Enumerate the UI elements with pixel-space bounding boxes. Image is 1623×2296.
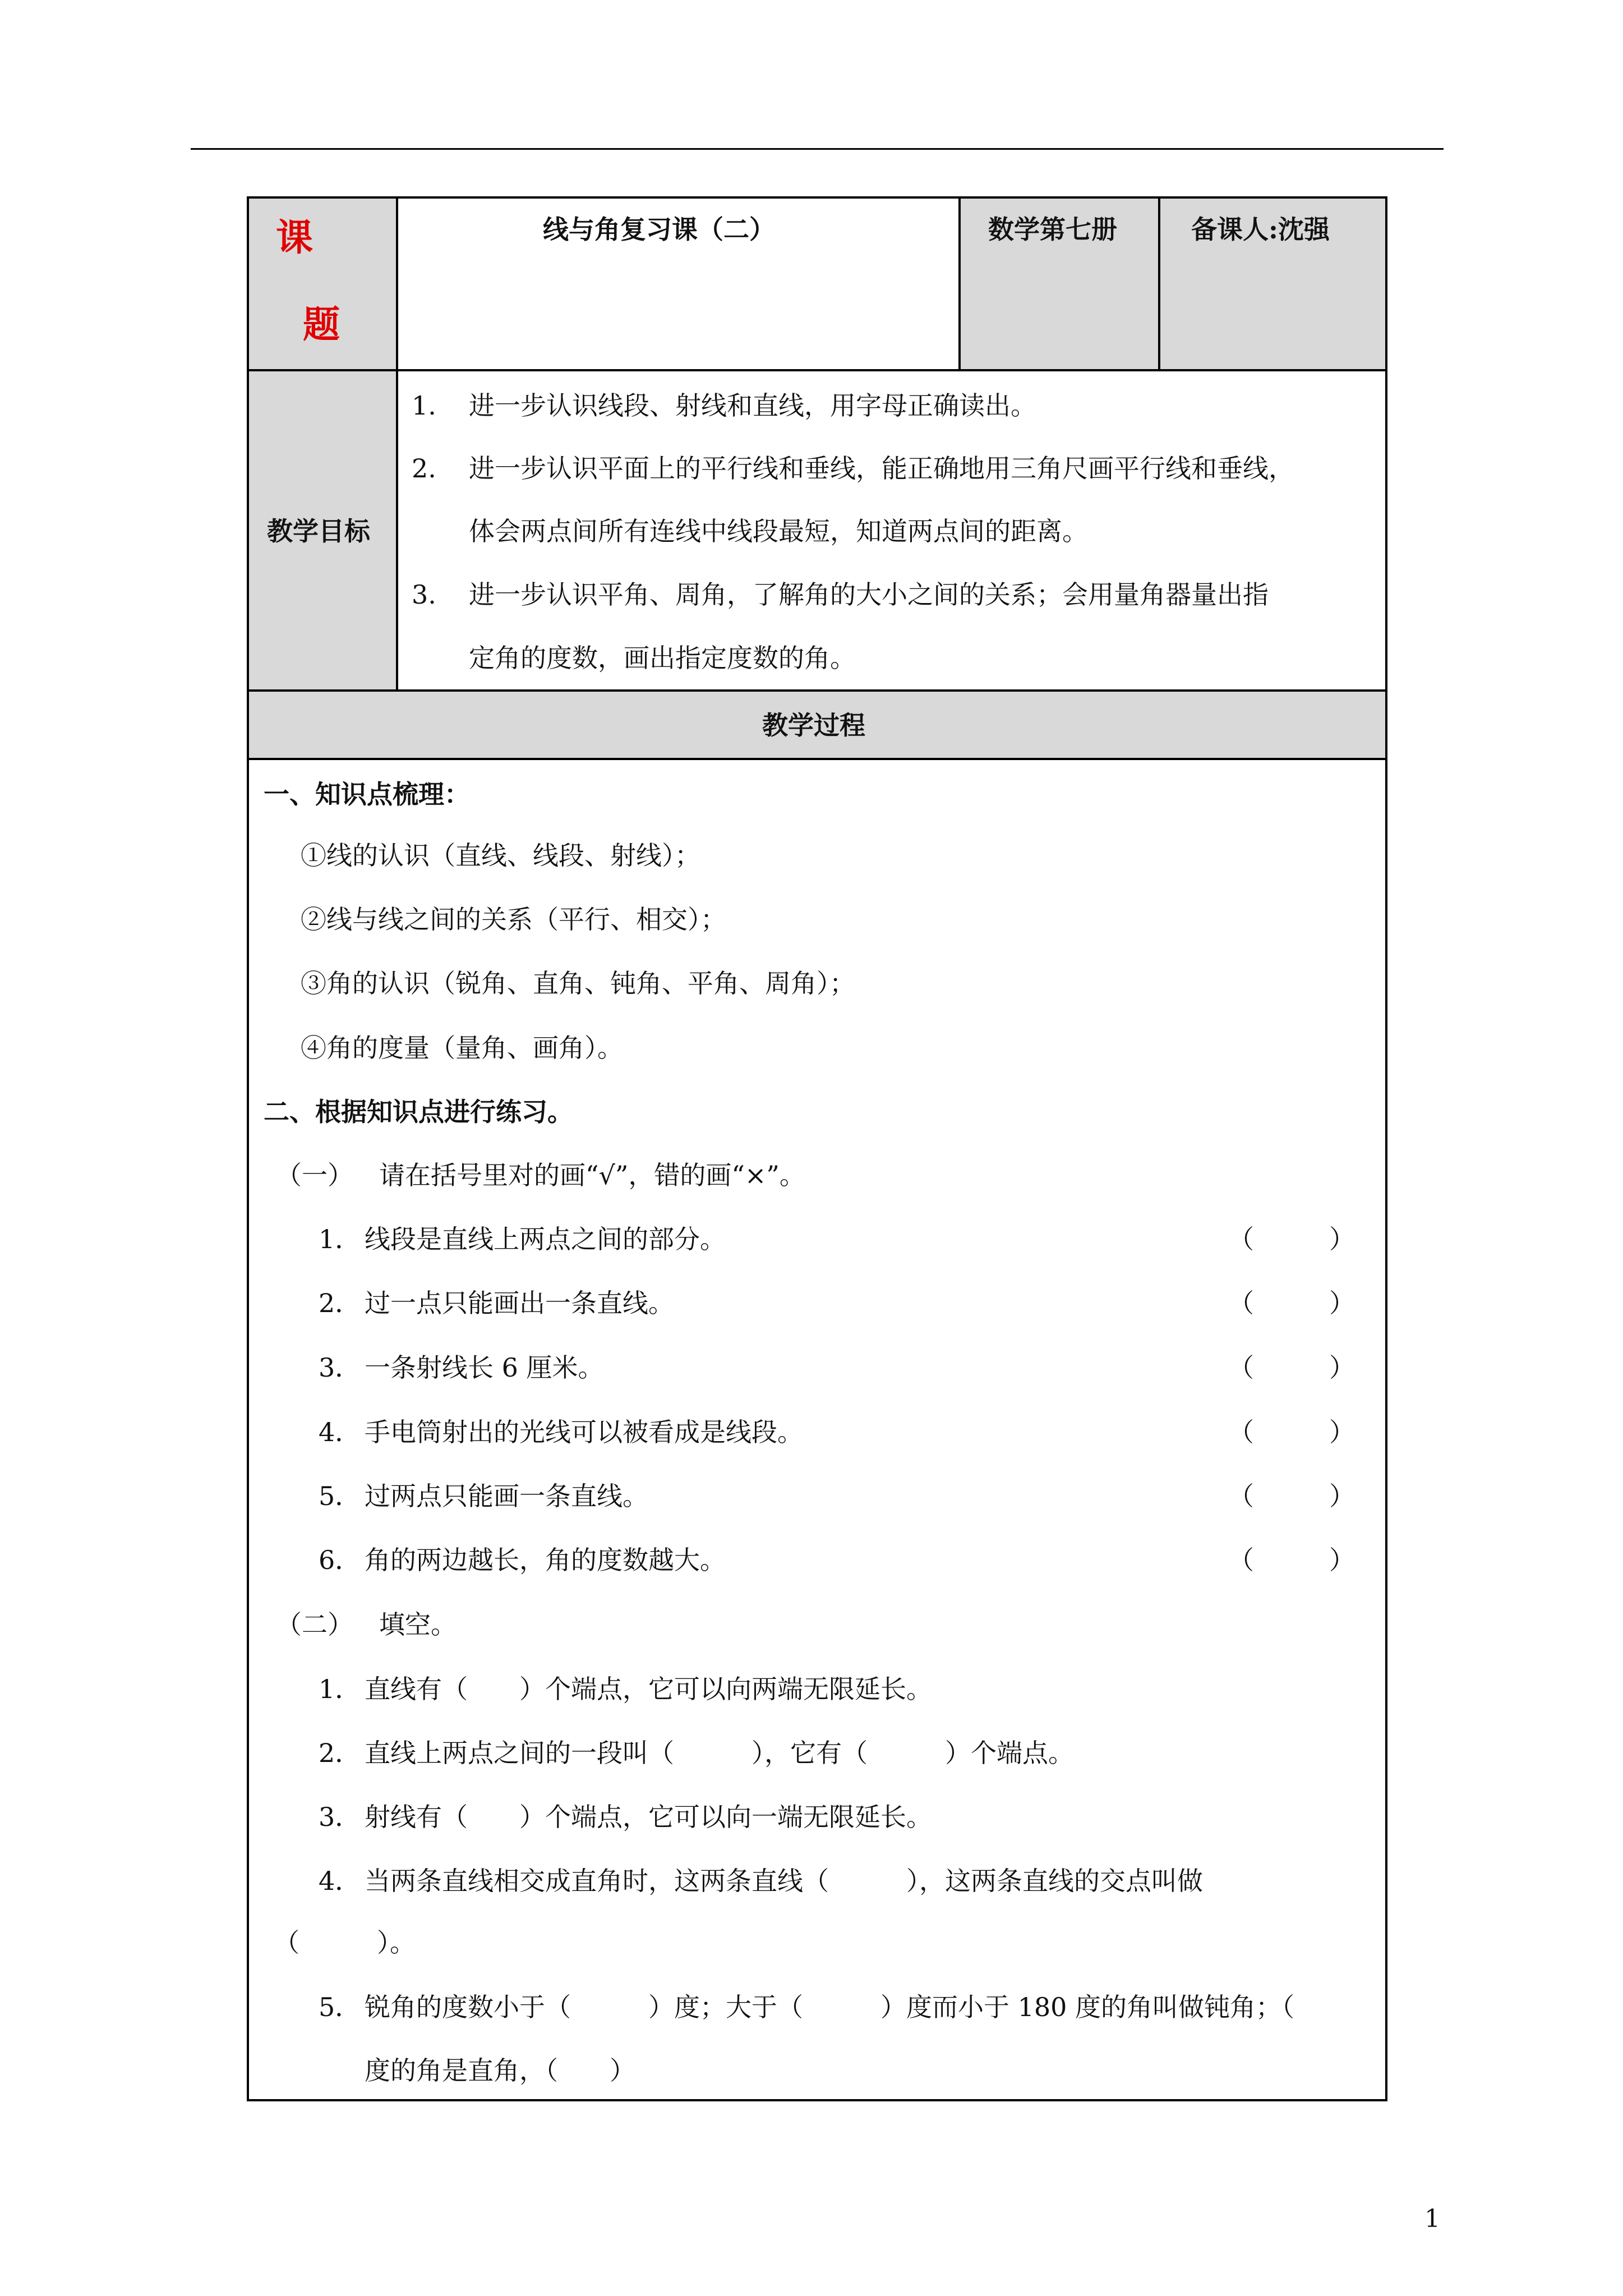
tf-item-4-answer-close: ） bbox=[1329, 1417, 1355, 1447]
table-border-row3 bbox=[247, 758, 1387, 760]
objectives-label: 教学目标 bbox=[267, 516, 370, 546]
tf-item-1-num: 1． bbox=[319, 1224, 361, 1254]
objective-1-num: 1. bbox=[412, 390, 436, 421]
table-border-row2 bbox=[247, 689, 1387, 692]
tf-item-4-num: 4． bbox=[319, 1417, 361, 1447]
table-border-row1 bbox=[247, 369, 1387, 371]
knowledge-item-1: ①线的认识（直线、线段、射线）； bbox=[301, 840, 700, 871]
col-divider-1 bbox=[396, 196, 398, 692]
objective-1-line-1: 进一步认识线段、射线和直线，用字母正确读出。 bbox=[469, 390, 1036, 421]
objective-2-line-2: 体会两点间所有连线中线段最短，知道两点间的距离。 bbox=[469, 516, 1088, 546]
col-divider-3 bbox=[1158, 196, 1160, 371]
fill-item-4-continuation: （ ）。 bbox=[274, 1927, 416, 1958]
table-border-left bbox=[247, 196, 249, 2101]
section1-heading: 一、知识点梳理： bbox=[264, 779, 470, 809]
tf-item-3-text: 一条射线长 6 厘米。 bbox=[365, 1352, 604, 1383]
fill-item-5-num: 5． bbox=[319, 1992, 361, 2022]
tf-item-2-answer-close: ） bbox=[1329, 1288, 1355, 1318]
header-rule bbox=[191, 148, 1444, 150]
tf-item-5-num: 5． bbox=[319, 1481, 361, 1511]
objective-3-line-2: 定角的度数，画出指定度数的角。 bbox=[469, 643, 856, 673]
tf-item-1-text: 线段是直线上两点之间的部分。 bbox=[365, 1224, 726, 1254]
fill-item-2-num: 2． bbox=[319, 1738, 361, 1768]
part1-label: （一） bbox=[276, 1160, 353, 1190]
knowledge-item-3: ③角的认识（锐角、直角、钝角、平角、周角）； bbox=[301, 968, 855, 999]
subject-char-2: 题 bbox=[303, 302, 340, 346]
knowledge-item-2: ②线与线之间的关系（平行、相交）； bbox=[301, 904, 726, 935]
tf-item-1-answer-open: （ bbox=[1228, 1224, 1254, 1254]
tf-item-6-text: 角的两边越长，角的度数越大。 bbox=[365, 1545, 726, 1575]
tf-item-6-answer-close: ） bbox=[1329, 1545, 1355, 1575]
fill-item-5-continuation: 度的角是直角，（ ） bbox=[365, 2055, 635, 2086]
tf-item-5-answer-open: （ bbox=[1228, 1481, 1254, 1511]
col-divider-2 bbox=[958, 196, 961, 371]
tf-item-5-text: 过两点只能画一条直线。 bbox=[365, 1481, 648, 1511]
tf-item-4-text: 手电筒射出的光线可以被看成是线段。 bbox=[365, 1417, 803, 1447]
tf-item-4-answer-open: （ bbox=[1228, 1417, 1254, 1447]
fill-item-1-text: 直线有（ ）个端点，它可以向两端无限延长。 bbox=[365, 1674, 932, 1704]
tf-item-3-num: 3． bbox=[319, 1352, 361, 1383]
tf-item-3-answer-open: （ bbox=[1228, 1352, 1254, 1383]
subject-char-1: 课 bbox=[276, 215, 313, 259]
objective-2-num: 2. bbox=[412, 453, 436, 484]
fill-item-3-text: 射线有（ ）个端点，它可以向一端无限延长。 bbox=[365, 1802, 932, 1832]
objective-2-line-1: 进一步认识平面上的平行线和垂线，能正确地用三角尺画平行线和垂线， bbox=[469, 453, 1294, 484]
page-number: 1 bbox=[1424, 2205, 1440, 2233]
tf-item-6-num: 6． bbox=[319, 1545, 361, 1575]
knowledge-item-4: ④角的度量（量角、画角）。 bbox=[301, 1033, 623, 1063]
table-border-top bbox=[247, 196, 1387, 199]
fill-item-1-num: 1． bbox=[319, 1674, 361, 1704]
fill-item-5-text: 锐角的度数小于（ ）度；大于（ ）度而小于 180 度的角叫做钝角；（ bbox=[365, 1992, 1295, 2022]
author-label: 备课人:沈强 bbox=[1191, 214, 1330, 245]
table-border-bottom bbox=[247, 2099, 1387, 2101]
section2-heading: 二、根据知识点进行练习。 bbox=[264, 1097, 573, 1127]
part2-instruction: 填空。 bbox=[379, 1609, 457, 1640]
objective-3-num: 3. bbox=[412, 579, 436, 610]
tf-item-5-answer-close: ） bbox=[1329, 1481, 1355, 1511]
tf-item-6-answer-open: （ bbox=[1228, 1545, 1254, 1575]
table-border-right bbox=[1385, 196, 1387, 2101]
fill-item-3-num: 3． bbox=[319, 1802, 361, 1832]
tf-item-2-text: 过一点只能画出一条直线。 bbox=[365, 1288, 674, 1318]
lesson-title: 线与角复习课（二） bbox=[543, 214, 775, 245]
fill-item-4-num: 4． bbox=[319, 1866, 361, 1896]
part1-instruction: 请在括号里对的画“√”，错的画“×”。 bbox=[379, 1160, 805, 1190]
tf-item-2-num: 2． bbox=[319, 1288, 361, 1318]
part2-label: （二） bbox=[276, 1609, 353, 1640]
tf-item-2-answer-open: （ bbox=[1228, 1288, 1254, 1318]
fill-item-4-text: 当两条直线相交成直角时，这两条直线（ ），这两条直线的交点叫做 bbox=[365, 1866, 1203, 1896]
tf-item-3-answer-close: ） bbox=[1329, 1352, 1355, 1383]
process-title: 教学过程 bbox=[762, 710, 865, 740]
book-title: 数学第七册 bbox=[988, 214, 1117, 245]
tf-item-1-answer-close: ） bbox=[1329, 1224, 1355, 1254]
objective-3-line-1: 进一步认识平角、周角，了解角的大小之间的关系；会用量角器量出指 bbox=[469, 579, 1269, 610]
fill-item-2-text: 直线上两点之间的一段叫（ ），它有（ ）个端点。 bbox=[365, 1738, 1074, 1768]
